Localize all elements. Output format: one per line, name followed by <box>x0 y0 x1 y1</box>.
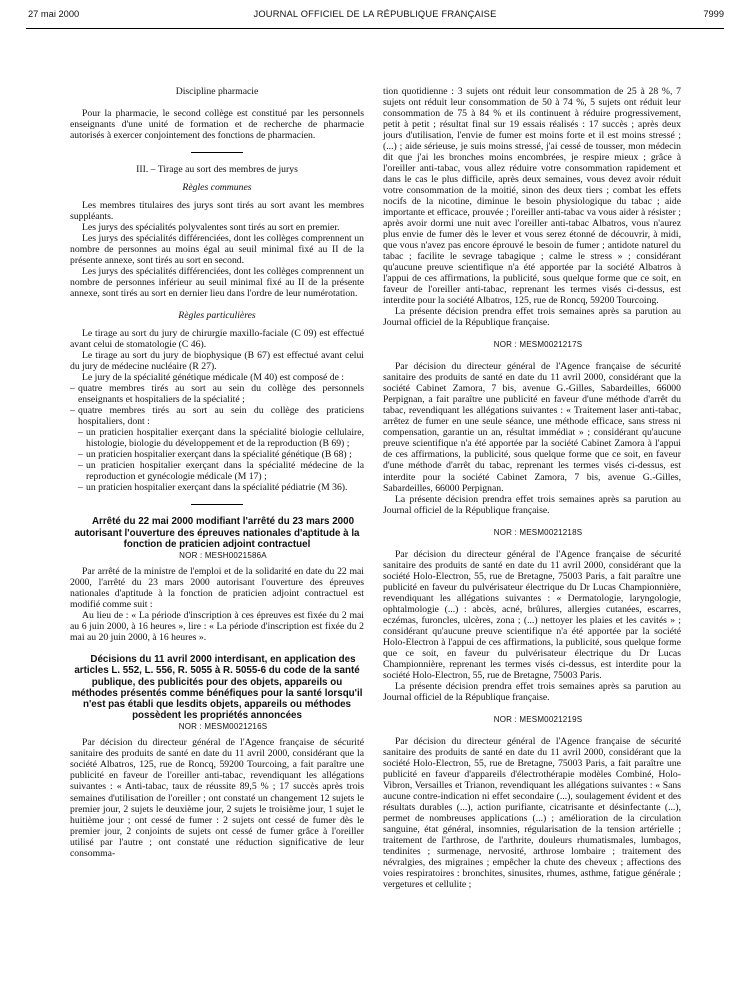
header-title: JOURNAL OFFICIEL DE LA RÉPUBLIQUE FRANÇAISE <box>253 9 497 19</box>
paragraph: tion quotidienne : 3 sujets ont réduit leur consommation de 25 à 28 %, 7 sujets ont réduit leur consommation de 50 à 74 %, 5 sujets ont réduit leur consommation de 75 à 84 % et ils continuent à réduire progressivement, petit à petit ; résultat final sur 19 essais réalisés : 17 succès ; après deux jours d'utilisation, l'envie de fumer est moins forte et il est moins stressé ; (...) ; aide sérieuse, je suis moins stressé, j'ai cessé de tousser, mon médecin dit que j'ai les bronches moins encombrées, je respire mieux ; grâce à l'oreiller anti-tabac, vous allez réduire votre consommation rapidement et dans le cas le plus difficile, après deux semaines, vous devez avoir réduit votre consommation de la moitié, sinon des deux tiers ; combat les effets nocifs de la nicotine, diminue le besoin physiologique du tabac ; aide importante et efficace, prouvée ; l'oreiller anti-tabac va vous aider à résister ; après avoir dormi une nuit avec l'oreiller anti-tabac Albatros, vous n'aurez plus envie de fumer dès le lever et vous serez étonné de découvrir, à midi, que vous n'avez pas encore éprouvé le besoin de fumer ; antidote naturel du tabac ; facilite le sevrage tabagique ; calme le stress » ; considérant qu'aucune preuve scientifique n'a été apportée par la société Albatros à l'appui de ces affirmations, la publicité, sous quelque forme que ce soit, en faveur de l'oreiller anti-tabac, reprenant les termes visés ci-dessus, est interdite pour la société Albatros, 125, rue de Roncq, 59200 Tourcoing. <box>383 86 681 307</box>
list-item: – un praticien hospitalier exerçant dans la spécialité génétique (B 68) ; <box>70 449 364 460</box>
paragraph: Le tirage au sort du jury de biophysique (B 67) est effectué avant celui du jury de médecine nucléaire (R 27). <box>70 350 364 373</box>
list-item: – un praticien hospitalier exerçant dans la spécialité pédiatrie (M 36). <box>70 482 364 493</box>
paragraph: Par arrêté de la ministre de l'emploi et de la solidarité en date du 22 mai 2000, l'arrêté du 23 mars 2000 autorisant l'ouverture des épreuves nationales d'aptitude à la fonction de praticien adjoint contractuel est modifié comme suit : <box>70 566 364 611</box>
paragraph: Les jurys des spécialités différenciées, dont les collèges comprennent un nombre de personnes inférieur au seuil minimal fixé au II de la présente annexe, sont tirés au sort en dernier lieu dans l'ordre de leur numérotation. <box>70 266 364 300</box>
paragraph: La présente décision prendra effet trois semaines après sa parution au Journal officiel de la République française. <box>383 680 681 703</box>
paragraph: Pour la pharmacie, le second collège est constitué par les personnels enseignants d'une unité de formation et de recherche de pharmacie autorisés à exercer conjointement des fonctions de pharmacien. <box>70 108 364 142</box>
nor-reference: NOR : MESM0021218S <box>493 527 583 537</box>
nor-reference: NOR : MESM0021216S <box>178 722 268 732</box>
composition-list <box>70 383 364 427</box>
paragraph: Les membres titulaires des jurys sont tirés au sort avant les membres suppléants. <box>70 200 364 223</box>
right-column <box>383 86 681 890</box>
list-item: – quatre membres tirés au sort au sein du collège des praticiens hospitaliers, dont : <box>70 405 364 427</box>
paragraph: Les jurys des spécialités polyvalentes sont tirés au sort en premier. <box>82 222 340 234</box>
nor-reference: NOR : MESM0021219S <box>493 714 583 724</box>
paragraph: La présente décision prendra effet trois semaines après sa parution au Journal officiel de la République française. <box>383 306 681 329</box>
decisions-title: Décisions du 11 avril 2000 interdisant, en application des articles L. 552, L. 556, R. 5055 à R. 5055-6 du code de la santé publique, des publicités pour des objets, appareils ou méthodes présentés comme bénéfiques pour la santé lorsqu'il n'est pas établi que lesdits objets, appareils ou méthodes possèdent les propriétés annoncées <box>71 654 363 722</box>
paragraph: La présente décision prendra effet trois semaines après sa parution au Journal officiel de la République française. <box>383 493 681 516</box>
section-title-tirage: III. – Tirage au sort des membres de jurys <box>136 164 298 176</box>
page-header <box>26 9 724 23</box>
header-rule <box>26 28 724 29</box>
paragraph: Par décision du directeur général de l'Agence française de sécurité sanitaire des produits de santé en date du 11 avril 2000, considérant que la société Holo-Electron, 55, rue de Bretagne, 75003 Paris, a fait paraître une publicité en faveur d'appareils d'électrothérapie modèles Combiné, Holo-Vibron, Versailles et Trianon, revendiquant les allégations suivantes : « Sans aucune contre-indication ni effet secondaire (...), soulagement évident et des résultats durables (...), action purifiante, cicatrisante et désinfectante (...), permet de nombreuses applications (...) ; amélioration de la circulation sanguine, état général, insomnies, régularisation de la tension artérielle ; traitement de l'arthrose, de l'arthrite, douleurs rhumatismales, lumbagos, tendinites ; surmenage, nervosité, arthrose lombaire ; traitement des névralgies, des migraines ; empêcher la chute des cheveux ; affections des voies respiratoires : bronchites, sinusites, rhumes, asthme, fatigue générale ; vergetures et cellulite ; <box>383 735 681 890</box>
nor-reference: NOR : MESM0021217S <box>493 340 583 350</box>
paragraph: Les jurys des spécialités différenciées, dont les collèges comprennent un nombre de personnes au moins égal au seuil minimal fixé au II de la présente annexe, sont tirés au sort en second. <box>70 233 364 267</box>
praticien-list <box>70 427 364 493</box>
paragraph: Par décision du directeur général de l'Agence française de sécurité sanitaire des produits de santé en date du 11 avril 2000, considérant que la société Holo-Electron, 55, rue de Bretagne, 75003 Paris, a fait paraître une publicité en faveur du pulvérisateur électrique du Dr Lucas Championnière, revendiquant les allégations suivantes : « Dermatologie, laryngologie, ophtalmologie (...) : abcès, acné, brûlures, allergies cutanées, escarres, eczémas, furoncles, ulcères, zona ; (...) nettoyer les plaies et les cavités » ; considérant qu'aucune preuve scientifique n'a été apportée par la société Holo-Electron à l'appui de ces affirmations, la publicité, sous quelque forme que ce soit, en faveur du pulvérisateur électrique du Dr Lucas Championnière, reprenant les termes visés ci-dessus, est interdite pour la société Holo-Electron, 55, rue de Bretagne, 75003 Paris. <box>383 548 681 681</box>
left-column <box>70 86 364 859</box>
paragraph: Au lieu de : « La période d'inscription à ces épreuves est fixée du 2 mai au 6 juin 2000, à 16 heures », lire : « La période d'inscription est fixée du 2 mai au 20 juin 2000, à 16 heures ». <box>70 610 364 644</box>
subheading-regles-communes: Règles communes <box>182 182 252 194</box>
nor-reference: NOR : MESH0021586A <box>179 551 267 561</box>
paragraph: Le jury de la spécialité génétique médicale (M 40) est composé de : <box>82 372 345 384</box>
header-page-number: 7999 <box>703 9 724 19</box>
paragraph: Par décision du directeur général de l'Agence française de sécurité sanitaire des produits de santé en date du 11 avril 2000, considérant que la société Cabinet Zamora, 7 bis, avenue G.-Gilles, Sabardeilles, 66000 Perpignan, a fait paraître une publicité en faveur d'une méthode d'arrêt du tabac, revendiquant les allégations suivantes : « Traitement laser anti-tabac, arrêtez de fumer en une seule séance, une méthode efficace, sans stress ni compensation, garantie un an, résultat immédiat » ; considérant qu'aucune preuve scientifique n'a été apportée par la société Cabinet Zamora à l'appui de ces affirmations, la publicité, sous quelque forme que ce soit, en faveur d'une méthode d'arrêt du tabac, reprenant les termes visés ci-dessus, est interdite pour la société Cabinet Zamora, 7 bis, avenue G.-Gilles, Sabardeilles, 66000 Perpignan. <box>383 361 681 494</box>
subheading-regles-particulieres: Règles particulières <box>178 310 256 322</box>
list-item: – quatre membres tirés au sort au sein du collège des personnels enseignants et hospitaliers de la spécialité ; <box>70 383 364 405</box>
paragraph: Le tirage au sort du jury de chirurgie maxillo-faciale (C 09) est effectué avant celui de stomatologie (C 46). <box>70 328 364 351</box>
list-item: – un praticien hospitalier exerçant dans la spécialité biologie cellulaire, histologie, biologie du développement et de la reproduction (B 69) ; <box>70 427 364 449</box>
paragraph: Par décision du directeur général de l'Agence française de sécurité sanitaire des produits de santé en date du 11 avril 2000, considérant que la société Albatros, 125, rue de Roncq, 59200 Tourcoing, a fait paraître une publicité en faveur de l'oreiller anti-tabac, revendiquant les allégations suivantes : « Anti-tabac, taux de réussite 89,5 % ; 17 succès après trois semaines d'utilisation de l'oreiller ; ont constaté un changement 12 sujets le premier jour, 2 sujets le deuxième jour, 2 sujets le troisième jour, 1 sujet le huitième jour ; ont cessé de fumer : 2 sujets ont cessé de fumer dès le premier jour, 2 conjoints de sujets ont cessé de fumer grâce à l'oreiller utilisé par l'autre ; ont constaté une réduction significative de leur consomma- <box>70 737 364 859</box>
header-date: 27 mai 2000 <box>28 9 80 19</box>
list-item: – un praticien hospitalier exerçant dans la spécialité médecine de la reproduction et gynécologie médicale (M 17) ; <box>70 460 364 482</box>
section-title-pharmacie: Discipline pharmacie <box>175 86 259 97</box>
arrete-title: Arrêté du 22 mai 2000 modifiant l'arrêté du 23 mars 2000 autorisant l'ouverture des épreuves nationales d'aptitude à la fonction de praticien adjoint contractuel <box>74 516 360 550</box>
